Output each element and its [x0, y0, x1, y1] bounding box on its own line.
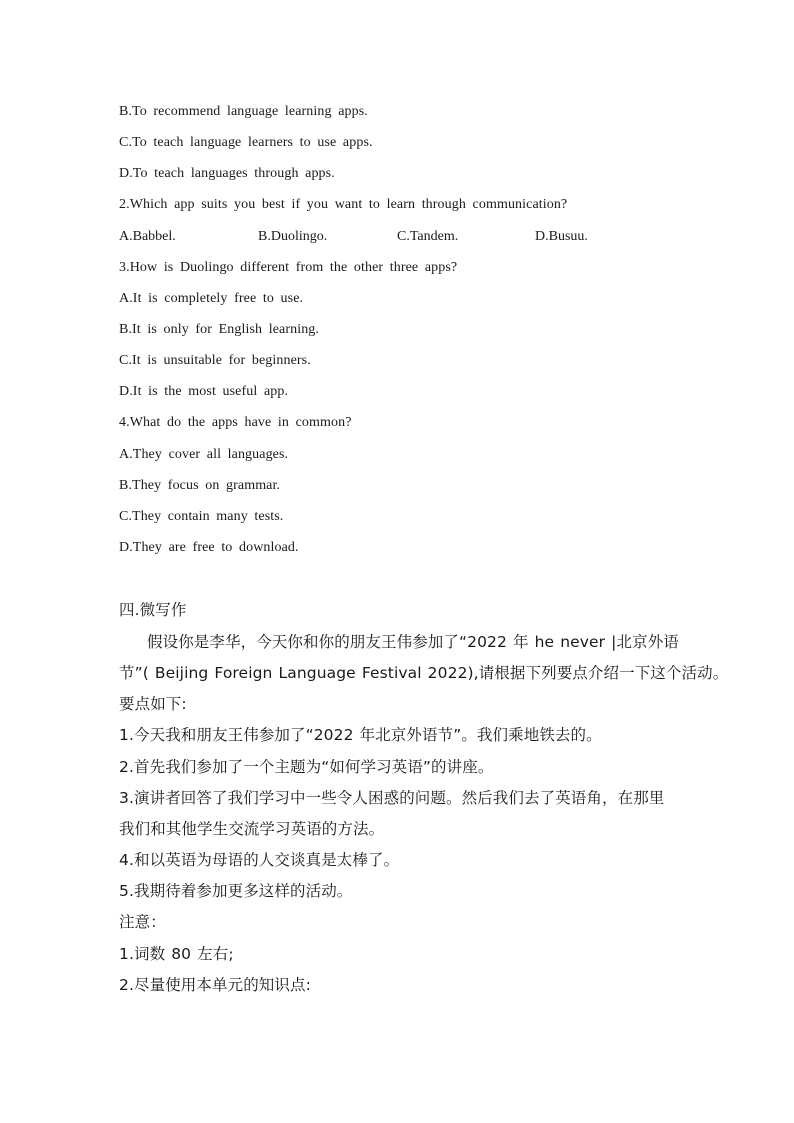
writing-heading: 四.微写作 — [119, 601, 187, 619]
writing-intro-line-1: 假设你是李华，今天你和你的朋友王伟参加了“2022 年 he never |北京外语 — [147, 633, 679, 651]
writing-intro-line-3: 要点如下: — [119, 695, 187, 713]
q2-stem: 2.Which app suits you best if you want to learn through communication? — [119, 197, 568, 212]
writing-point-3: 3.演讲者回答了我们学习中一些令人困惑的问题。然后我们去了英语角，在那里 — [119, 789, 665, 807]
note-2: 2.尽量使用本单元的知识点: — [119, 976, 311, 994]
q1-option-b: B.To recommend language learning apps. — [119, 104, 368, 119]
note-1: 1.词数 80 左右; — [119, 945, 234, 963]
q2-option-a: A.Babbel. — [119, 229, 176, 244]
q4-option-d: D.They are free to download. — [119, 540, 299, 555]
writing-point-4: 4.和以英语为母语的人交谈真是太棒了。 — [119, 851, 400, 869]
q4-option-a: A.They cover all languages. — [119, 447, 289, 462]
q3-option-d: D.It is the most useful app. — [119, 384, 289, 399]
writing-intro-line-2: 节”( Beijing Foreign Language Festival 2022),请根据下列要点介绍一下这个活动。 — [119, 664, 729, 682]
q3-option-a: A.It is completely free to use. — [119, 291, 304, 306]
q4-option-b: B.They focus on grammar. — [119, 478, 281, 493]
q1-option-c: C.To teach language learners to use apps. — [119, 135, 373, 150]
q3-stem: 3.How is Duolingo different from the other three apps? — [119, 260, 458, 275]
notes-heading: 注意： — [119, 913, 166, 931]
q1-option-d: D.To teach languages through apps. — [119, 166, 335, 181]
writing-point-3-continued: 我们和其他学生交流学习英语的方法。 — [119, 820, 385, 838]
q2-option-b: B.Duolingo. — [258, 229, 328, 244]
q4-stem: 4.What do the apps have in common? — [119, 415, 352, 430]
writing-point-5: 5.我期待着参加更多这样的活动。 — [119, 882, 353, 900]
writing-point-1: 1.今天我和朋友王伟参加了“2022 年北京外语节”。我们乘地铁去的。 — [119, 726, 602, 744]
q2-option-d: D.Busuu. — [535, 229, 588, 244]
q3-option-c: C.It is unsuitable for beginners. — [119, 353, 311, 368]
writing-point-2: 2.首先我们参加了一个主题为“如何学习英语”的讲座。 — [119, 758, 494, 776]
q4-option-c: C.They contain many tests. — [119, 509, 284, 524]
q3-option-b: B.It is only for English learning. — [119, 322, 319, 337]
q2-option-c: C.Tandem. — [397, 229, 459, 244]
